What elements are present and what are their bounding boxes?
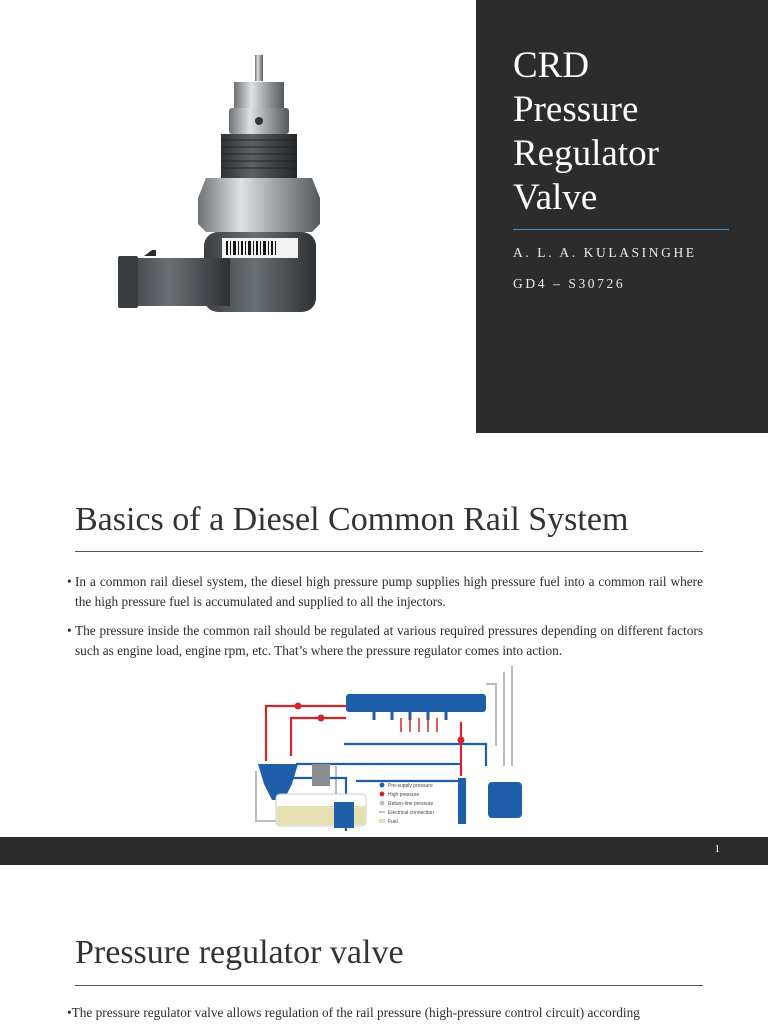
title-slide: [0, 0, 768, 433]
author-name: A. L. A. KULASINGHE: [513, 245, 697, 260]
content-slide-basics: [0, 433, 768, 837]
bullet-marker: •: [67, 623, 72, 638]
title-divider: [75, 985, 703, 986]
slide-title: Basics of a Diesel Common Rail System: [75, 501, 629, 538]
bullet-text: •The pressure regulator valve allows regulation of the rail pressure (high-pressure control circuit) according: [67, 1005, 640, 1020]
title-divider: [513, 229, 729, 230]
valve-photo: [0, 0, 476, 433]
content-slide-regulator: [0, 865, 768, 1024]
bullet-text: The pressure inside the common rail should be regulated at various required pressures depending on different factors such as engine load, engine rpm, etc. That’s where the pressure regulator comes into action.: [75, 623, 703, 658]
common-rail-system-diagram: [246, 666, 532, 831]
title-line: Pressure: [513, 89, 639, 130]
presentation-title: [513, 44, 753, 220]
legend-label: Electrical connection: [388, 810, 434, 816]
title-line: CRD: [513, 45, 590, 86]
slide-title: Pressure regulator valve: [75, 934, 404, 971]
bullet-item: [67, 572, 703, 611]
legend-label: Pre-supply pressure: [388, 783, 433, 789]
title-line: Valve: [513, 177, 598, 218]
legend-label: Return-line pressure: [388, 801, 434, 807]
slide-footer: [0, 837, 768, 865]
title-panel: [476, 0, 768, 433]
legend-label: Fuel: [388, 819, 398, 825]
bullet-text: In a common rail diesel system, the diesel high pressure pump supplies high pressure fuel into a common rail where the high pressure fuel is accumulated and supplied to all the injectors.: [75, 574, 703, 609]
bullet-list: [67, 572, 703, 670]
bullet-item: [67, 621, 703, 660]
pressure-regulator-valve-image: [0, 0, 476, 433]
student-id: GD4 – S30726: [513, 276, 626, 291]
title-divider: [75, 551, 703, 552]
legend-label: High pressure: [388, 792, 420, 798]
title-line: Regulator: [513, 133, 659, 174]
page-number: 1: [714, 843, 720, 855]
bullet-marker: •: [67, 574, 72, 589]
